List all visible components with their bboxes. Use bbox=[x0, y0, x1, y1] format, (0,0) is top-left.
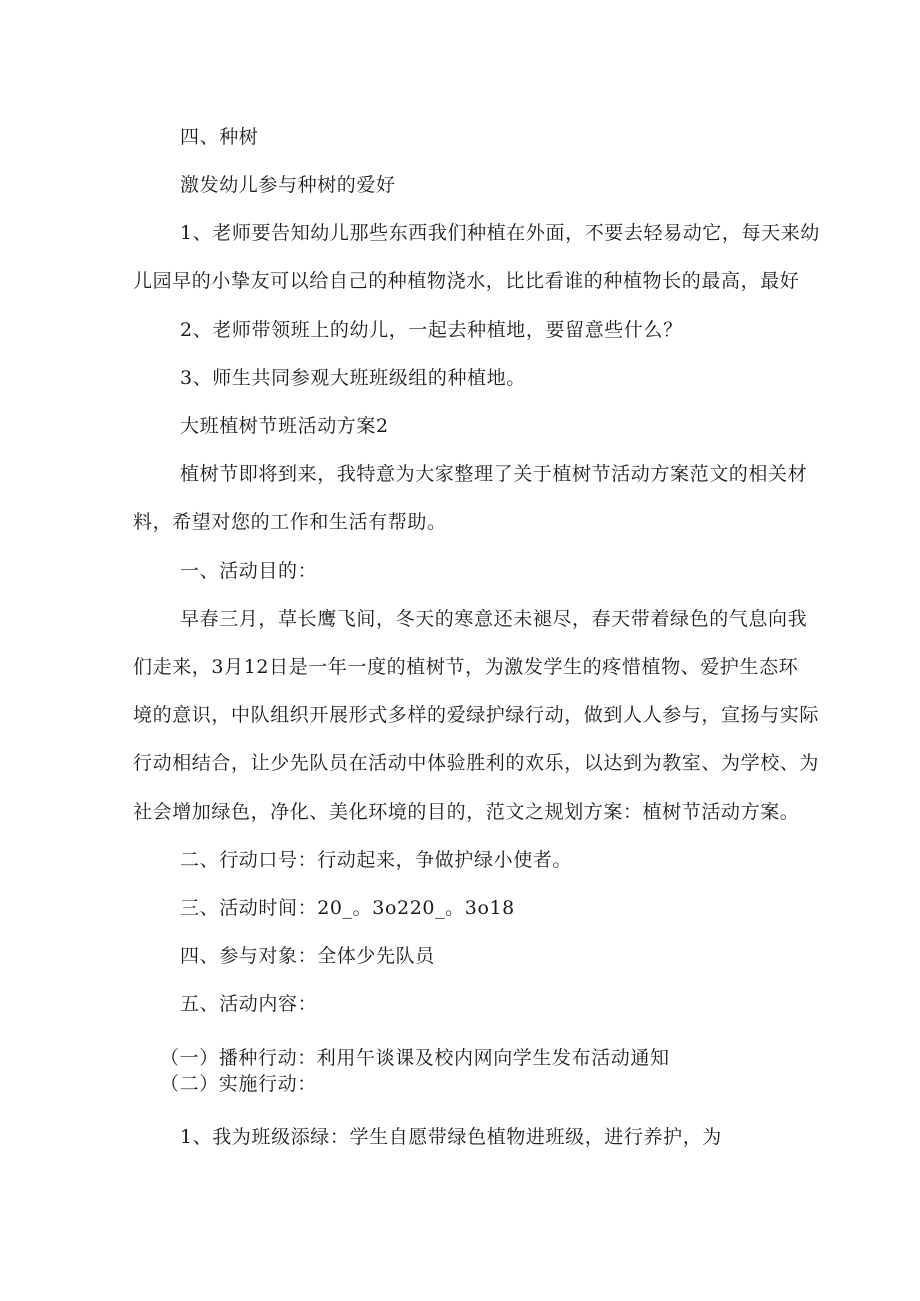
paragraph-line: 社会增加绿色，净化、美化环境的目的，范文之规划方案：植树节活动方案。 bbox=[133, 801, 800, 823]
paragraph-line: 境的意识，中队组织开展形式多样的爱绿护绿行动，做到人人参与，宣扬与实际 bbox=[133, 704, 820, 726]
section-heading-plant-trees: 四、种树 bbox=[180, 126, 259, 148]
section-heading-time: 三、活动时间：20_。3o220_。3o18 bbox=[180, 897, 515, 919]
paragraph-line: 激发幼儿参与种树的爱好 bbox=[180, 174, 396, 196]
section-heading-purpose: 一、活动目的： bbox=[180, 560, 318, 582]
paragraph-line: 3、师生共同参观大班班级组的种植地。 bbox=[180, 367, 526, 389]
section-heading-participants: 四、参与对象：全体少先队员 bbox=[180, 945, 435, 967]
paragraph-line: 1、老师要告知幼儿那些东西我们种植在外面，不要去轻易动它，每天来幼 bbox=[180, 222, 820, 244]
paragraph-line: 植树节即将到来，我特意为大家整理了关于植树节活动方案范文的相关材 bbox=[180, 463, 808, 485]
subsection-implementation: （二）实施行动： bbox=[160, 1073, 317, 1095]
paragraph-line: 儿园早的小挚友可以给自己的种植物浇水，比比看谁的种植物长的最高，最好 bbox=[133, 270, 800, 292]
section-heading-content: 五、活动内容： bbox=[180, 993, 318, 1015]
section-heading-slogan: 二、行动口号：行动起来，争做护绿小使者。 bbox=[180, 849, 573, 871]
paragraph-line: 料，希望对您的工作和生活有帮助。 bbox=[133, 511, 447, 533]
subsection-sowing: （一）播种行动：利用午谈课及校内网向学生发布活动通知 bbox=[160, 1047, 670, 1069]
paragraph-line: 行动相结合，让少先队员在活动中体验胜利的欢乐，以达到为教室、为学校、为 bbox=[133, 752, 820, 774]
paragraph-line: 1、我为班级添绿：学生自愿带绿色植物进班级，进行养护，为 bbox=[180, 1126, 722, 1148]
paragraph-line: 2、老师带领班上的幼儿，一起去种植地，要留意些什么？ bbox=[180, 319, 683, 341]
section-title-plan-2: 大班植树节班活动方案2 bbox=[180, 415, 389, 437]
paragraph-line: 早春三月，草长鹰飞间，冬天的寒意还未褪尽，春天带着绿色的气息向我 bbox=[180, 608, 808, 630]
paragraph-line: 们走来，3月12日是一年一度的植树节，为激发学生的疼惜植物、爱护生态环 bbox=[133, 656, 799, 678]
